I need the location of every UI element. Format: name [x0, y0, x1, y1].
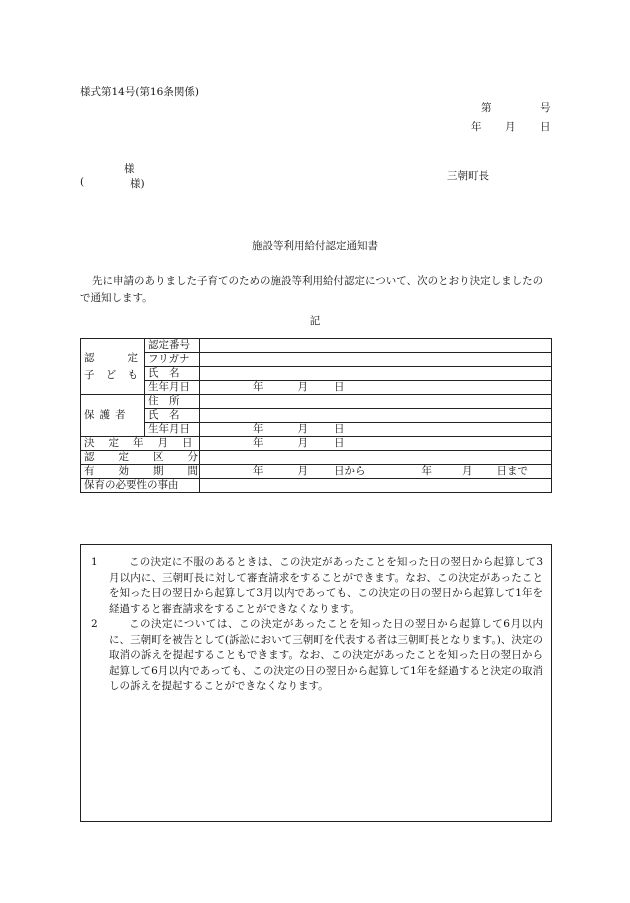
- value-cert-number[interactable]: [200, 339, 552, 353]
- value-guardian-name[interactable]: [200, 409, 552, 423]
- label-guardian-name: 氏 名: [145, 409, 200, 423]
- label-child-birthdate: 生年月日: [145, 381, 200, 395]
- note-item: [91, 555, 543, 617]
- guardian-group-label: 保護者: [81, 395, 145, 437]
- label-reason: 保育の必要性の事由: [81, 479, 200, 493]
- date-day: 日: [540, 121, 551, 133]
- ki-mark: 記: [309, 315, 321, 327]
- addressee-sama: 様: [124, 163, 135, 175]
- label-decision-date: 決定年月日: [81, 437, 200, 451]
- value-reason[interactable]: [200, 479, 552, 493]
- table-row: [81, 479, 552, 493]
- table-row: [81, 381, 552, 395]
- value-furigana[interactable]: [200, 353, 552, 367]
- child-group-char: 定: [127, 351, 138, 364]
- label-guardian-address: 住 所: [145, 395, 200, 409]
- form-label: 様式第14号(第16条関係): [80, 86, 199, 98]
- value-decision-date[interactable]: 年 月 日: [200, 437, 552, 451]
- document-number-suffix: 号: [540, 102, 551, 114]
- value-child-birthdate[interactable]: 年 月 日: [200, 381, 552, 395]
- table-row: [81, 395, 552, 409]
- value-guardian-address[interactable]: [200, 395, 552, 409]
- date-month: 月: [505, 121, 516, 133]
- note-item: [91, 617, 543, 695]
- label-guardian-birthdate: 生年月日: [145, 423, 200, 437]
- note-number: 2: [91, 618, 98, 630]
- table-row: [81, 367, 552, 381]
- table-row: [81, 353, 552, 367]
- label-category: 認定区分: [81, 451, 200, 465]
- value-category[interactable]: [200, 451, 552, 465]
- notes-box: [80, 544, 552, 822]
- value-guardian-birthdate[interactable]: 年 月 日: [200, 423, 552, 437]
- label-child-name: 氏 名: [145, 367, 200, 381]
- child-group-char: 子: [84, 368, 95, 381]
- addressee-sama-paren: 様): [130, 178, 145, 190]
- value-child-name[interactable]: [200, 367, 552, 381]
- date-year: 年: [471, 121, 482, 133]
- label-valid-period: 有効期間: [81, 465, 200, 479]
- sender-name: 三朝町長: [447, 170, 489, 182]
- value-valid-period[interactable]: 年 月 日から 年 月 日まで: [200, 465, 552, 479]
- document-number-prefix: 第: [481, 102, 492, 114]
- table-row: [81, 339, 552, 353]
- label-furigana: フリガナ: [145, 353, 200, 367]
- table-row: [81, 423, 552, 437]
- table-row: [81, 451, 552, 465]
- table-row: [81, 437, 552, 451]
- child-group-char: 認: [84, 351, 95, 364]
- label-cert-number: 認定番号: [145, 339, 200, 353]
- note-text: この決定に不服のあるときは、この決定があったことを知った日の翌日から起算して3月以内に、三朝町長に対して審査請求をすることができます。なお、この決定があったことを知った日の翌日から起算して3月以内であっても、この決定の日の翌日から起算して1年を経過すると審査請求をすることができなくなります。: [109, 556, 543, 615]
- certification-table: [80, 338, 552, 493]
- intro-text: 先に申請のありました子育てのための施設等利用給付認定について、次のとおり決定しましたので通知します。: [80, 275, 544, 304]
- document-title: 施設等利用給付認定通知書: [252, 240, 378, 252]
- addressee-paren-open: (: [80, 176, 85, 188]
- child-group-char: も: [127, 368, 138, 381]
- note-number: 1: [91, 556, 98, 568]
- note-text: この決定については、この決定があったことを知った日の翌日から起算して6月以内に、三朝町を被告として(訴訟において三朝町を代表する者は三朝町長となります。)、決定の取消の訴えを提起することもできます。なお、この決定があったことを知った日の翌日から起算して6月以内であっても、この決定の日の翌日から起算して1年を経過すると決定の取消しの訴えを提起することができなくなります。: [109, 618, 543, 692]
- child-group-char: ど: [105, 368, 117, 381]
- table-row: [81, 409, 552, 423]
- child-group-label: [81, 339, 145, 395]
- table-row: [81, 465, 552, 479]
